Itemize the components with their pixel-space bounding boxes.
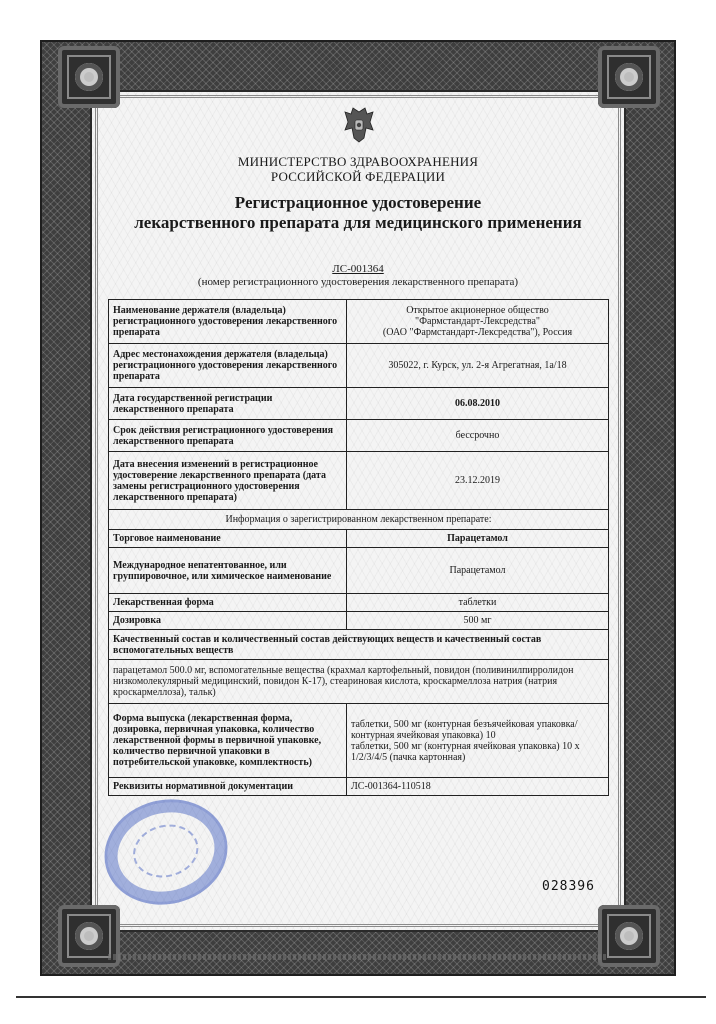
holder-name-value: [347, 300, 609, 344]
composition-label: Качественный состав и количественный состав действующих веществ и качественный состав вспомогательных веществ: [109, 630, 609, 660]
ministry-heading: [120, 154, 596, 184]
inn-value: Парацетамол: [347, 548, 609, 594]
footer-microprint: [108, 954, 608, 960]
registration-number-block: [120, 263, 596, 289]
holder-name-line-3: (ОАО "Фармстандарт-Лексредства"), Россия: [382, 327, 573, 338]
trade-name-label: Торговое наименование: [109, 530, 347, 548]
registration-number: ЛС-001364: [332, 263, 384, 275]
table-row: [109, 660, 609, 704]
registration-date-value: 06.08.2010: [347, 388, 609, 420]
regulatory-doc-label: Реквизиты нормативной документации: [109, 778, 347, 796]
drug-info-header: Информация о зарегистрированном лекарственном препарате:: [109, 510, 609, 530]
registration-date-label: Дата государственной регистрации лекарственного препарата: [109, 388, 347, 420]
serial-number: 028396: [542, 879, 595, 894]
validity-label: Срок действия регистрационного удостоверения лекарственного препарата: [109, 420, 347, 452]
table-row: [109, 388, 609, 420]
package-form-line-1: таблетки, 500 мг (контурная безъячейковая упаковка/контурная ячейковая упаковка) 10: [351, 718, 578, 741]
certificate-title: [100, 193, 616, 233]
table-row: [109, 300, 609, 344]
inn-label: Международное непатентованное, или группировочное, или химическое наименование: [109, 548, 347, 594]
table-row: [109, 530, 609, 548]
package-form-label: Форма выпуска (лекарственная форма, дозировка, первичная упаковка, количество лекарственной формы в первичной упаковке, количество первичной упаковки в потребительской упаковке, комплектность): [109, 704, 347, 778]
dosage-label: Дозировка: [109, 612, 347, 630]
title-line-2: лекарственного препарата для медицинского применения: [134, 213, 582, 232]
dosage-form-label: Лекарственная форма: [109, 594, 347, 612]
holder-name-line-2: "Фармстандарт-Лексредства": [415, 316, 540, 327]
table-row: [109, 594, 609, 612]
certificate-table: [108, 299, 609, 796]
dosage-value: 500 мг: [347, 612, 609, 630]
corner-rosette-top-left: [58, 46, 120, 108]
table-row: [109, 704, 609, 778]
scan-edge-line: [16, 996, 706, 998]
table-row: [109, 548, 609, 594]
table-row: [109, 510, 609, 530]
corner-rosette-top-right: [598, 46, 660, 108]
table-row: [109, 778, 609, 796]
ministry-line-2: РОССИЙСКОЙ ФЕДЕРАЦИИ: [270, 169, 446, 184]
table-row: [109, 612, 609, 630]
changes-date-label: Дата внесения изменений в регистрационное удостоверение лекарственного препарата (дата замены регистрационного удостоверения лекарственного препарата): [109, 452, 347, 510]
table-row: [109, 420, 609, 452]
title-line-1: Регистрационное удостоверение: [234, 193, 482, 212]
registration-number-caption: (номер регистрационного удостоверения лекарственного препарата): [197, 276, 519, 288]
trade-name-value: Парацетамол: [347, 530, 609, 548]
composition-value: парацетамол 500.0 мг, вспомогательные вещества (крахмал картофельный, повидон (поливинилпирролидон низкомолекулярный медицинский, повидон К-17), стеариновая кислота, кроскармеллоза натрия (натрия кроскармеллоза), тальк): [109, 660, 609, 704]
regulatory-doc-value: ЛС-001364-110518: [347, 778, 609, 796]
holder-name-line-1: Открытое акционерное общество: [406, 305, 549, 316]
changes-date-value: 23.12.2019: [347, 452, 609, 510]
table-row: [109, 630, 609, 660]
holder-address-label: Адрес местонахождения держателя (владельца) регистрационного удостоверения лекарственного препарата: [109, 344, 347, 388]
table-row: [109, 344, 609, 388]
ministry-line-1: МИНИСТЕРСТВО ЗДРАВООХРАНЕНИЯ: [237, 154, 479, 169]
package-form-line-2: таблетки, 500 мг (контурная ячейковая упаковка) 10 х 1/2/3/4/5 (пачка картонная): [351, 740, 580, 763]
table-row: [109, 452, 609, 510]
package-form-value: [347, 704, 609, 778]
dosage-form-value: таблетки: [347, 594, 609, 612]
coat-of-arms-icon: [343, 106, 375, 146]
holder-address-value: 305022, г. Курск, ул. 2-я Агрегатная, 1а/18: [347, 344, 609, 388]
validity-value: бессрочно: [347, 420, 609, 452]
holder-name-label: Наименование держателя (владельца) регистрационного удостоверения лекарственного препарата: [109, 300, 347, 344]
